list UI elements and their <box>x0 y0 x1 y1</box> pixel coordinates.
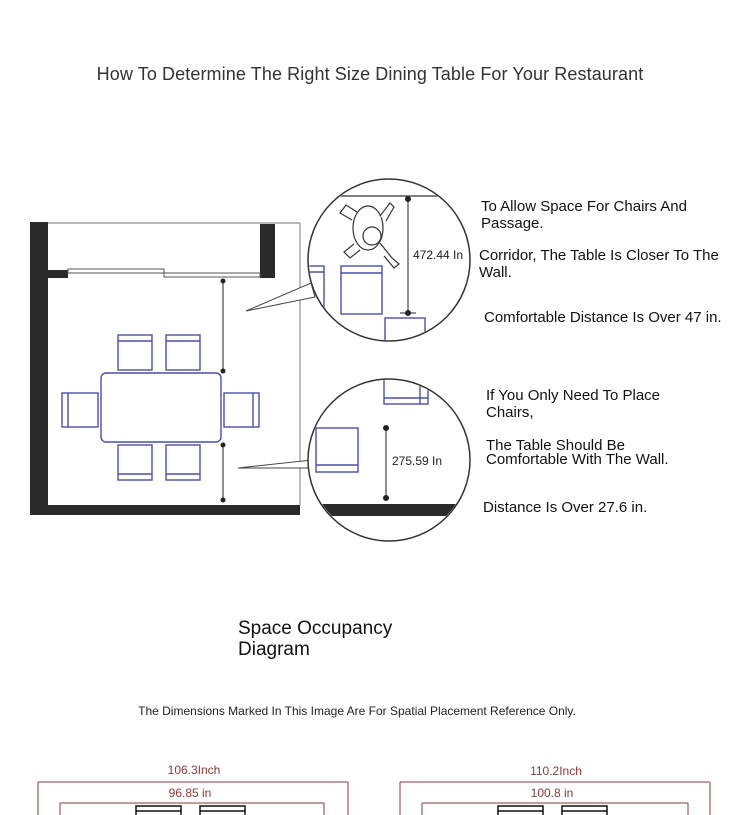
upper-magnifier <box>300 178 470 348</box>
chair-bottom-left <box>118 445 152 480</box>
upper-note-2: Corridor, The Table Is Closer To The Wall. <box>479 247 719 281</box>
disclaimer: The Dimensions Marked In This Image Are For Spatial Placement Reference Only. <box>138 704 576 718</box>
plan-left-chairs <box>136 806 245 815</box>
plan-left-inner-dimension: 96.85 in <box>168 786 212 800</box>
lower-note-3: Distance Is Over 27.6 in. <box>483 499 648 516</box>
chair-right <box>224 393 259 427</box>
lower-dimension-label: 275.59 In <box>392 454 443 468</box>
chair-top-right <box>166 335 200 370</box>
plan-right-outer-dimension: 110.2Inch <box>530 764 582 778</box>
upper-note-3: Comfortable Distance Is Over 47 in. <box>484 309 722 326</box>
dining-set <box>62 335 259 480</box>
lower-note-2: The Table Should Be Comfortable With The Wall. <box>486 437 669 468</box>
plan-right-chairs <box>498 806 607 815</box>
chair-top-left <box>118 335 152 370</box>
section-title: Space Occupancy Diagram <box>238 618 393 660</box>
chair-left <box>62 393 98 427</box>
upper-dimension-label: 472.44 In <box>413 248 464 262</box>
plan-left-outer-dimension: 106.3Inch <box>167 763 221 777</box>
callout-pointers <box>238 283 315 468</box>
room-walls <box>30 222 300 515</box>
chair-bottom-right <box>166 445 200 480</box>
lower-note-1: If You Only Need To Place Chairs, <box>486 387 661 421</box>
upper-note-1: To Allow Space For Chairs And Passage. <box>481 198 687 232</box>
page-title: How To Determine The Right Size Dining Table For Your Restaurant <box>96 64 644 84</box>
dining-table <box>101 373 221 442</box>
lower-magnifier <box>308 372 473 541</box>
plan-right-inner-dimension: 100.8 in <box>530 786 574 800</box>
